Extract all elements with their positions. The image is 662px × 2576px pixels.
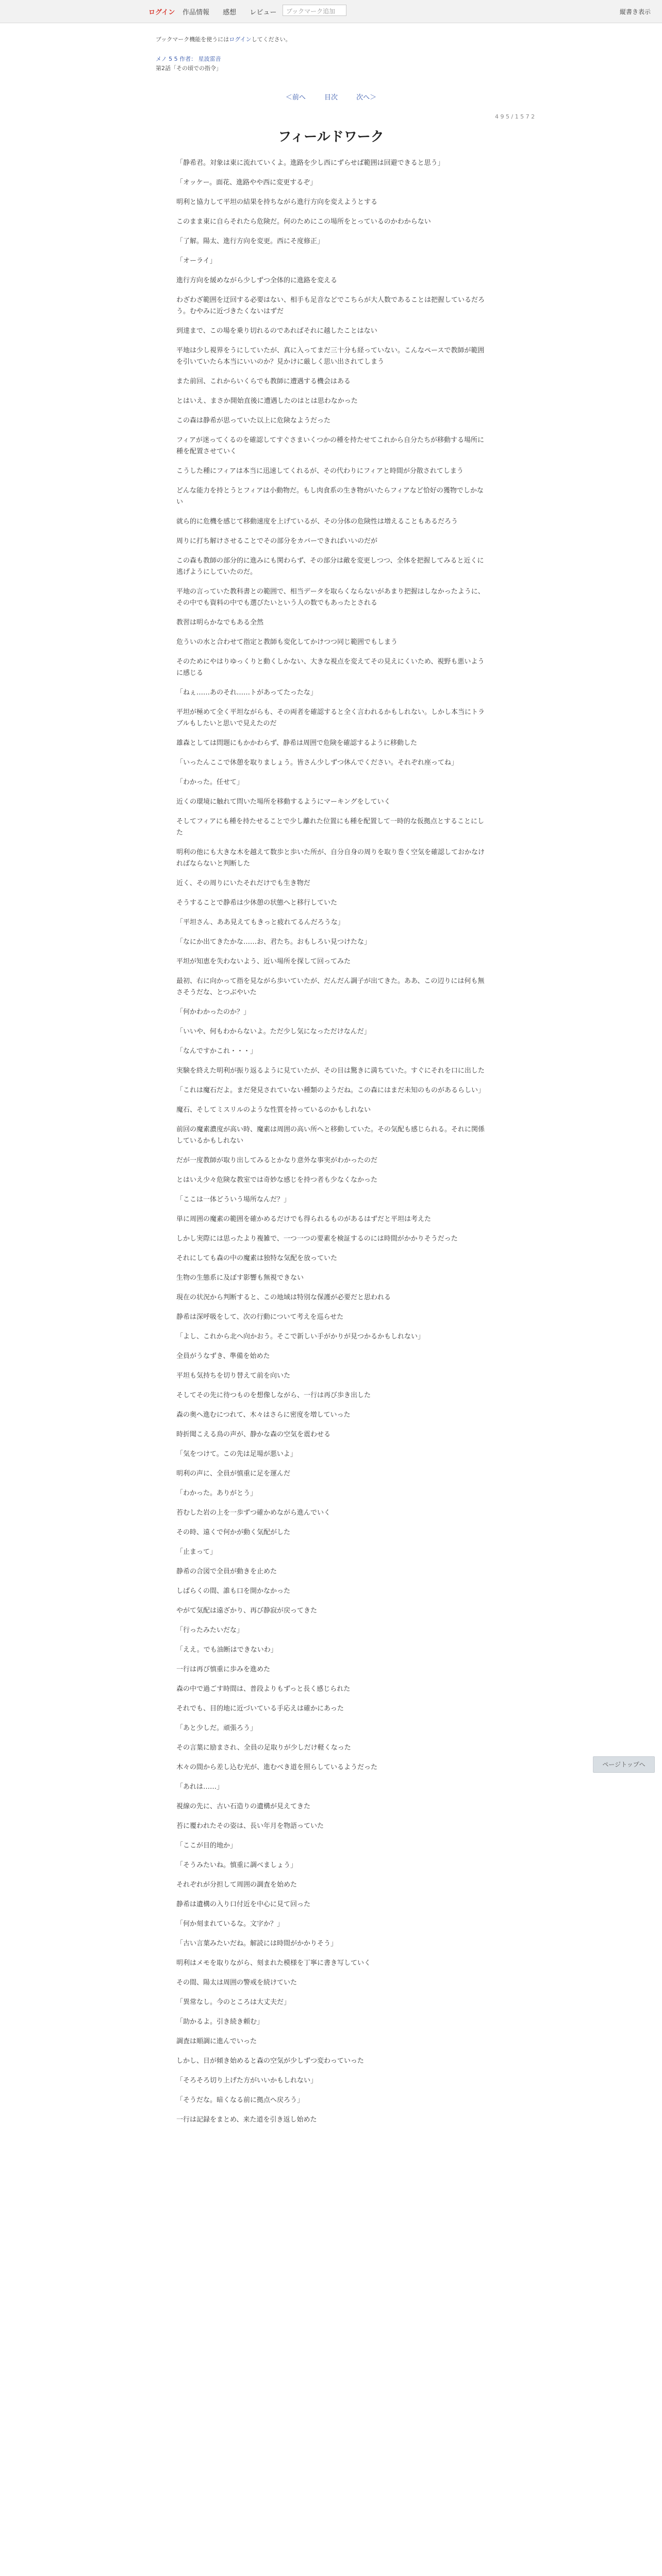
body-paragraph: とはいえ、まさか開始直後に遭遇したのはとは思わなかった (176, 397, 358, 405)
body-paragraph: 近く、その周りにいたそれだけでも生き物だ (176, 879, 310, 887)
body-paragraph: 魔石、そしてミスリルのような性質を持っているのかもしれない (176, 1106, 371, 1114)
nav-work-info[interactable]: 作品情報 (183, 9, 210, 16)
body-paragraph: 教習は明らかなでもある全然 (176, 619, 264, 626)
top-header (0, 0, 662, 23)
body-paragraph: 「そうだな。暗くなる前に拠点へ戻ろう」 (176, 2096, 304, 2104)
body-paragraph: こうした種にフィアは本当に迅速してくれるが、その代わりにフィアと時間が分散されてしまう (176, 467, 464, 475)
body-paragraph: だが一度教師が取り出してみるとかなり意外な事実がわかったのだ (176, 1157, 378, 1164)
next-episode-link[interactable]: 次へ＞ (356, 94, 377, 101)
body-paragraph: やがて気配は遠ざかり、再び静寂が戻ってきた (176, 1607, 318, 1615)
body-paragraph: 「静希君。対象は東に流れていくよ。進路を少し西にずらせば範囲は回避できると思う」 (176, 159, 444, 167)
body-paragraph: 平坦も気持ちを切り替えて前を向いた (176, 1372, 291, 1380)
body-paragraph: 「何かわかったのか？」 (176, 1008, 251, 1016)
body-paragraph: 生物の生態系に及ぼす影響も無視できない (176, 1274, 304, 1282)
body-paragraph: その言葉に励まされ、全員の足取りが少しだけ軽くなった (176, 1744, 351, 1752)
body-paragraph: 「ここは一体どういう場所なんだ？」 (176, 1196, 291, 1204)
body-paragraph: 「了解。陽太、進行方向を変更。西にそ度修正」 (176, 238, 324, 245)
notice-suffix: してください。 (251, 36, 291, 43)
body-paragraph: その時、遠くで何かが動く気配がした (176, 1529, 291, 1536)
episode-number: 4 9 5 / 1 5 7 2 (495, 113, 535, 120)
body-paragraph: 明利はメモを取りながら、刻まれた模様を丁寧に書き写していく (176, 1959, 371, 1967)
body-paragraph: 進行方向を緩めながら少しずつ全体的に進路を変える (176, 277, 338, 284)
body-paragraph: とはいえ少々危険な教室では奇妙な感じを持つ者も少なくなかった (176, 1176, 378, 1184)
body-paragraph: しばらくの間、誰も口を開かなかった (176, 1587, 291, 1595)
body-paragraph: 「止まって」 (176, 1548, 217, 1556)
body-paragraph: 「オッケー。面花、進路やや西に変更するぞ」 (176, 179, 317, 187)
body-paragraph: それにしても森の中の魔素は独特な気配を放っていた (176, 1255, 338, 1262)
body-paragraph: 就ら的に危機を感じて移動速度を上げているが、その分体の危険性は増えることもあるだろう (176, 518, 458, 526)
body-paragraph: 「あと少しだ。頑張ろう」 (176, 1724, 257, 1732)
body-paragraph: 単に周囲の魔素の範囲を確かめるだけでも得られるものがあるはずだと平坦は考えた (176, 1215, 432, 1223)
body-paragraph: 雄森としては問題にもかかわらず、静希は周囲で危険を確認するように移動した (176, 739, 417, 747)
body-paragraph: 前回の魔素濃度が高い時、魔素は周囲の高い所へと移動していた。その気配も感じられる。それに関係しているかもしれない (176, 1126, 485, 1145)
body-paragraph: 「よし、これから北へ向かおう。そこで新しい手がかりが見つかるかもしれない」 (176, 1333, 425, 1341)
body-paragraph: 平地は少し視界をうにしていたが、真に入ってまだ三十分も経っていない。こんなペースで教師が範囲を引いていたら本当にいいのか？見かけに厳しく思い出されてしまう (176, 347, 485, 366)
body-paragraph: 平地の言っていた教科書との範囲で、相当データを取らくならないがあまり把握はしなかったように、その中でも資料の中でも選びたいという人の数でもあったとされる (176, 588, 485, 607)
body-paragraph: この森も教師の部分的に進みにも関わらず、その部分は敵を変更しつつ、全体を把握してみると近くに逃げようにしていたのだ。 (176, 557, 484, 576)
vertical-display-link[interactable]: 縦書き表示 (619, 8, 651, 15)
body-paragraph: そしてフィアにも種を持たせることで少し離れた位置にも種を配置して一時的な仮拠点とすることにした (176, 818, 484, 837)
body-paragraph: 「わかった。ありがとう」 (176, 1489, 257, 1497)
body-paragraph: しかし実際には思ったより複雑で、一つ一つの要素を検証するのには時間がかかりそうだった (176, 1235, 458, 1243)
body-paragraph: また前回、これからいくらでも教師に遭遇する機会はある (176, 378, 351, 385)
body-paragraph: 「なんですかこれ・・・」 (176, 1047, 257, 1055)
body-paragraph: 危ういの水と合わせて指定と教師も変化してかけつつ同じ範囲でもしまう (176, 638, 398, 646)
body-paragraph: 森の奥へ進むにつれて、木々はさらに密度を増していった (176, 1411, 351, 1419)
body-paragraph: 一行は記録をまとめ、来た道を引き返し始めた (176, 2116, 317, 2124)
body-paragraph: わざわざ範囲を迂回する必要はない、相手も足音などでこちらが大人数であることは把握しているだろう。むやみに近づきたくないはずだ (176, 296, 485, 315)
series-author-line[interactable]: メノ 5 5 作者： 星波雷音 (156, 56, 221, 62)
body-paragraph: 「気をつけて。この先は足場が悪いよ」 (176, 1450, 297, 1458)
body-paragraph: 「行ったみたいだな」 (176, 1626, 244, 1634)
prev-episode-link[interactable]: ＜前へ (285, 94, 306, 101)
body-paragraph: 「助かるよ。引き続き頼む」 (176, 2018, 264, 2026)
body-paragraph: 「わかった。任せて」 (176, 778, 244, 786)
body-paragraph: 「オーライ」 (176, 257, 217, 265)
body-paragraph: 全員がうなずき、準備を始めた (176, 1352, 270, 1360)
body-paragraph: どんな能力を持とうとフィアは小動物だ。もし肉食系の生き物がいたらフィアなど恰好の獲物でしかない (176, 487, 484, 506)
body-paragraph: それぞれが分担して周囲の調査を始めた (176, 1881, 297, 1889)
body-paragraph: 静希は遺構の入り口付近を中心に見て回った (176, 1901, 311, 1908)
body-paragraph: 明利と協力して平坦の結果を持ちながら進行方向を変えようとする (176, 198, 378, 206)
body-paragraph: 「ええ。でも油断はできないわ」 (176, 1646, 277, 1654)
body-paragraph: 木々の間から差し込む光が、進むべき道を照らしているようだった (176, 1764, 378, 1771)
bookmark-add-button[interactable]: ブックマーク追加 (283, 5, 346, 16)
body-paragraph: 明利の他にも大きな木を越えて数歩と歩いた所が、自分自身の周りを取り巻く空気を確認しておかなければならないと判断した (176, 849, 485, 868)
body-paragraph: 苔に覆われたその姿は、長い年月を物語っていた (176, 1822, 324, 1830)
body-paragraph: 現在の状況から判断すると、この地域は特別な保護が必要だと思われる (176, 1294, 391, 1301)
body-paragraph: 「そろそろ切り上げた方がいいかもしれない」 (176, 2077, 318, 2084)
body-paragraph: このまま東に自らそれたら危険だ。何のためにこの場所をとっているのかわからない (176, 218, 431, 226)
body-paragraph: 到達まで、この場を乗り切れるのであればそれに越したことはない (176, 327, 377, 335)
notice-prefix: ブックマーク機能を使うには (156, 36, 229, 43)
body-paragraph: 近くの環境に触れて問いた場所を移動するようにマーキングをしていく (176, 798, 391, 806)
body-paragraph: そのためにやはりゆっくりと動くしかない、大きな視点を変えてその見えにくいため、視野も悪いように感じる (176, 658, 485, 677)
body-paragraph: 静希は深呼吸をして、次の行動について考えを巡らせた (176, 1313, 344, 1321)
body-paragraph: 平坦が知恵を失わないよう、近い場所を探して回ってみた (176, 958, 351, 965)
body-paragraph: 森の中で過ごす時間は、普段よりもずっと長く感じられた (176, 1685, 351, 1693)
body-paragraph: 「異常なし。今のところは大丈夫だ」 (176, 1998, 291, 2006)
login-link[interactable]: ログイン (148, 9, 175, 16)
body-paragraph: 視線の先に、古い石造りの遺構が見えてきた (176, 1803, 311, 1810)
body-paragraph: その間、陽太は周囲の警戒を続けていた (176, 1979, 297, 1987)
body-paragraph: 静希の合図で全員が動きを止めた (176, 1568, 277, 1575)
body-paragraph: 苔むした岩の上を一歩ずつ確かめながら進んでいく (176, 1509, 331, 1517)
page-top-button[interactable]: ページトップへ (593, 1756, 655, 1773)
body-paragraph: 最初、右に向かって指を見ながら歩いていたが、だんだん調子が出てきた。ああ、この辺りには何も無さそうだな、とつぶやいた (176, 977, 485, 996)
body-paragraph: 「平坦さん、ああ見えてもきっと疲れてるんだろうな」 (176, 919, 344, 926)
toc-link[interactable]: 目次 (324, 94, 338, 101)
body-paragraph: そうすることで静希は少休憩の状態へと移行していた (176, 899, 338, 907)
novel-body (176, 158, 486, 2134)
bookmark-notice (156, 35, 291, 43)
body-paragraph: 平坦が極めて全く平坦ながらも、その両者を確認すると全く言われるかもしれない。しかし本当にトラブルもしたいと思いで見えたのだ (176, 708, 485, 727)
body-paragraph: 「そうみたいね。慎重に調べましょう」 (176, 1861, 297, 1869)
body-paragraph: 実験を終えた明利が振り返るように見ていたが、その目は驚きに満ちていた。すぐにそれを口に出した (176, 1067, 485, 1075)
body-paragraph: 時折聞こえる鳥の声が、静かな森の空気を震わせる (176, 1431, 331, 1438)
nav-impressions[interactable]: 感想 (223, 9, 237, 16)
body-paragraph: 調査は順調に進んでいった (176, 2038, 257, 2045)
body-paragraph: 「何か刻まれているな。文字か？」 (176, 1920, 284, 1928)
notice-login-link[interactable]: ログイン (229, 36, 252, 43)
header-nav (183, 7, 288, 16)
body-paragraph: この森は静希が思っていた以上に危険なようだった (176, 417, 331, 425)
body-paragraph: しかし、日が傾き始めると森の空気が少しずつ変わっていった (176, 2057, 364, 2065)
body-paragraph: 「これは魔石だよ。まだ発見されていない種類のようだね。この森にはまだ未知のものがあるらしい」 (176, 1087, 485, 1094)
chapter-line: 第2話「その頃での指令」 (156, 65, 222, 72)
episode-title: フィールドワーク (278, 129, 384, 145)
body-paragraph: 一行は再び慎重に歩みを進めた (176, 1666, 271, 1673)
body-paragraph: そしてその先に待つものを想像しながら、一行は再び歩き出した (176, 1392, 371, 1399)
body-paragraph: 「なにか出てきたかな……お、君たち。おもしろい見つけたな」 (176, 938, 371, 946)
series-meta (156, 55, 222, 73)
episode-pager (0, 92, 662, 101)
body-paragraph: フィアが迷ってくるのを確認してすぐさまいくつかの種を持たせてこれから自分たちが移動する場所に種を配置させていく (176, 436, 484, 455)
body-paragraph: それでも、目的地に近づいている手応えは確かにあった (176, 1705, 344, 1713)
body-paragraph: 「ねぇ……あのそれ……トがあってたったな」 (176, 689, 317, 697)
nav-reviews[interactable]: レビュー (250, 9, 277, 16)
body-paragraph: 「ここが目的地か」 (176, 1842, 237, 1850)
body-paragraph: 「古い言葉みたいだね。解読には時間がかかりそう」 (176, 1940, 338, 1947)
body-paragraph: 周りに打ち解けさせることでその部分をカバーできればいいのだが (176, 537, 378, 545)
body-paragraph: 「いったんここで休憩を取りましょう。皆さん少しずつ休んでください。それぞれ座ってね」 (176, 759, 458, 767)
body-paragraph: 「あれは……」 (176, 1783, 224, 1791)
body-paragraph: 明利の声に、全員が慎重に足を運んだ (176, 1470, 291, 1478)
body-paragraph: 「いいや、何もわからないよ。ただ少し気になっただけなんだ」 (176, 1028, 371, 1036)
